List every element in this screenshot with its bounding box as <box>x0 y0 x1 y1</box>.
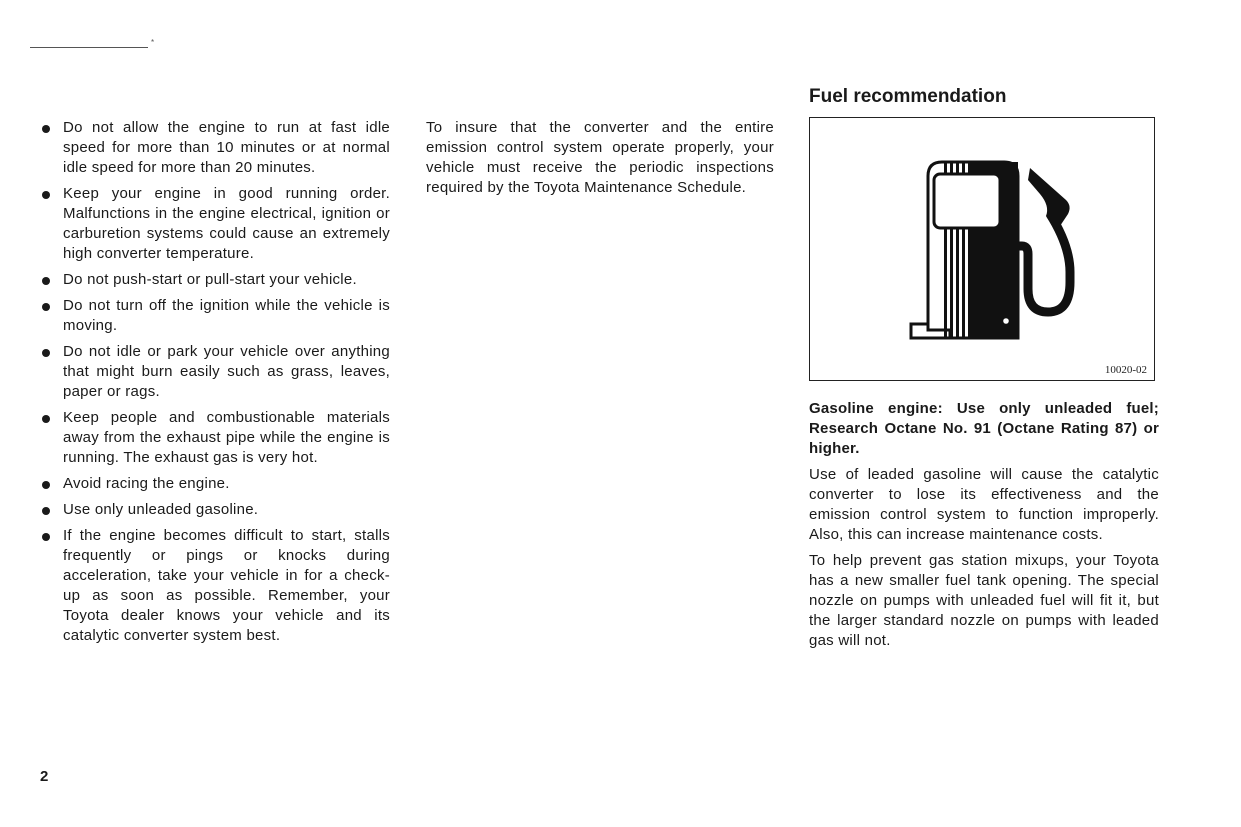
maintenance-paragraph: To insure that the converter and the entire emission control system operate properly, your vehicle must receive the periodic inspections required by the Toyota Maintenance Schedule. <box>426 119 774 196</box>
precautions-list <box>40 118 390 646</box>
list-item: Keep your engine in good running order. Malfunctions in the engine electrical, ignition or carburetion systems could cause an extremely high converter temperature. <box>40 184 390 264</box>
list-item: Keep people and combustionable materials away from the exhaust pipe while the engine is running. The exhaust gas is very hot. <box>40 408 390 468</box>
header-rule <box>30 47 148 48</box>
nozzle-paragraph: To help prevent gas station mixups, your Toyota has a new smaller fuel tank opening. The special nozzle on pumps with unleaded fuel will fit it, but the larger standard nozzle on pumps with leaded gas will not. <box>809 552 1159 649</box>
figure-box <box>809 117 1155 381</box>
leaded-warning-paragraph: Use of leaded gasoline will cause the catalytic converter to lose its effectiveness and the emission control system to function improperly. Also, this can increase maintenance costs. <box>809 466 1159 543</box>
list-item: Use only unleaded gasoline. <box>40 500 390 520</box>
list-item: Do not allow the engine to run at fast idle speed for more than 10 minutes or at normal idle speed for more than 20 minutes. <box>40 118 390 178</box>
list-item: Do not idle or park your vehicle over anything that might burn easily such as grass, leaves, paper or rags. <box>40 342 390 402</box>
list-item: If the engine becomes difficult to start, stalls frequently or pings or knocks during acceleration, take your vehicle in for a check-up as soon as possible. Remember, your Toyota dealer knows your vehicle and its catalytic converter system best. <box>40 526 390 646</box>
list-item: Avoid racing the engine. <box>40 474 390 494</box>
fuel-spec-heading: Gasoline engine: Use only unleaded fuel; Research Octane No. 91 (Octane Rating 87) or higher. <box>809 400 1159 457</box>
list-item: Do not turn off the ignition while the vehicle is moving. <box>40 296 390 336</box>
header-mark: * <box>151 38 155 47</box>
figure-code: 10020-02 <box>1104 364 1147 376</box>
page-number: 2 <box>40 768 49 785</box>
column-right <box>809 86 1159 657</box>
column-middle <box>426 118 774 198</box>
fuel-pump-icon <box>900 154 1090 349</box>
column-left <box>40 118 390 652</box>
section-title: Fuel recommendation <box>809 86 1007 107</box>
list-item: Do not push-start or pull-start your vehicle. <box>40 270 390 290</box>
